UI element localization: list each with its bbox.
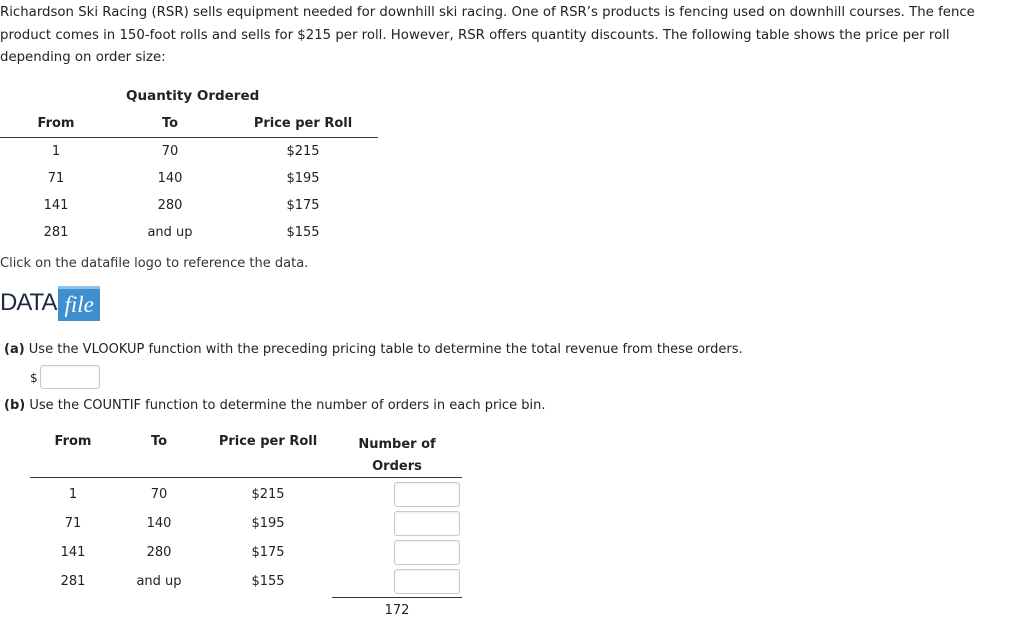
header-price: Price per Roll	[253, 116, 353, 131]
datafile-file-badge: file	[58, 286, 99, 321]
table-row	[0, 192, 378, 219]
cell-from: 1	[68, 487, 78, 502]
header-from: From	[54, 434, 92, 449]
cell-from: 71	[47, 171, 65, 186]
cell-from: 1	[51, 144, 61, 159]
question-a-text: Use the VLOOKUP function with the preceding pricing table to determine the total revenue from these orders.	[28, 342, 743, 357]
cell-to: and up	[147, 225, 193, 240]
cell-from: 71	[64, 516, 82, 531]
cell-to: 140	[157, 171, 183, 186]
currency-symbol: $	[30, 371, 38, 385]
cell-to: 140	[146, 516, 172, 531]
countif-table-header	[30, 432, 462, 478]
header-to: To	[150, 434, 168, 449]
cell-price: $195	[251, 516, 285, 531]
pricing-table-header	[0, 114, 378, 138]
cell-to: 70	[150, 487, 168, 502]
cell-to: 70	[161, 144, 179, 159]
total-revenue-input[interactable]	[40, 365, 100, 389]
header-to: To	[161, 116, 179, 131]
table-row	[30, 568, 462, 597]
total-orders-value: 172	[384, 603, 410, 618]
question-a-label: (a)	[4, 342, 25, 357]
table-row	[30, 510, 462, 539]
quantity-ordered-header: Quantity Ordered	[126, 88, 260, 104]
question-b-label: (b)	[4, 398, 26, 413]
header-number-of-orders: Number of Orders	[358, 437, 436, 474]
order-count-input[interactable]	[394, 569, 460, 594]
table-row	[0, 165, 378, 192]
table-row	[0, 138, 378, 165]
problem-intro: Richardson Ski Racing (RSR) sells equipment needed for downhill ski racing. One of RSR’s products is fencing used on downhill courses. The fence product comes in 150-foot rolls and sells for $215 per roll. However, RSR offers quantity discounts. The following table shows the price per roll depending on order size:	[0, 5, 975, 65]
order-count-input[interactable]	[394, 540, 460, 565]
header-from: From	[37, 116, 75, 131]
pricing-table	[0, 114, 378, 246]
order-count-input[interactable]	[394, 482, 460, 507]
cell-price: $155	[286, 225, 320, 240]
cell-price: $215	[251, 487, 285, 502]
cell-price: $175	[286, 198, 320, 213]
cell-from: 141	[43, 198, 69, 213]
cell-from: 281	[43, 225, 69, 240]
datafile-instruction: Click on the datafile logo to reference the data.	[0, 256, 309, 271]
total-divider	[332, 597, 462, 598]
cell-price: $155	[251, 574, 285, 589]
cell-to: 280	[146, 545, 172, 560]
table-row	[0, 219, 378, 246]
table-row	[30, 481, 462, 510]
cell-to: 280	[157, 198, 183, 213]
cell-price: $195	[286, 171, 320, 186]
cell-to: and up	[136, 574, 182, 589]
table-row	[30, 539, 462, 568]
question-b-text: Use the COUNTIF function to determine the number of orders in each price bin.	[29, 398, 546, 413]
cell-from: 281	[60, 574, 86, 589]
datafile-data-text: DATA	[0, 289, 57, 316]
cell-price: $175	[251, 545, 285, 560]
cell-price: $215	[286, 144, 320, 159]
question-b	[4, 398, 545, 413]
question-a	[4, 342, 743, 357]
cell-from: 141	[60, 545, 86, 560]
datafile-logo-link[interactable]	[0, 285, 110, 321]
order-count-input[interactable]	[394, 511, 460, 536]
countif-table	[30, 432, 462, 597]
header-price: Price per Roll	[218, 434, 318, 449]
